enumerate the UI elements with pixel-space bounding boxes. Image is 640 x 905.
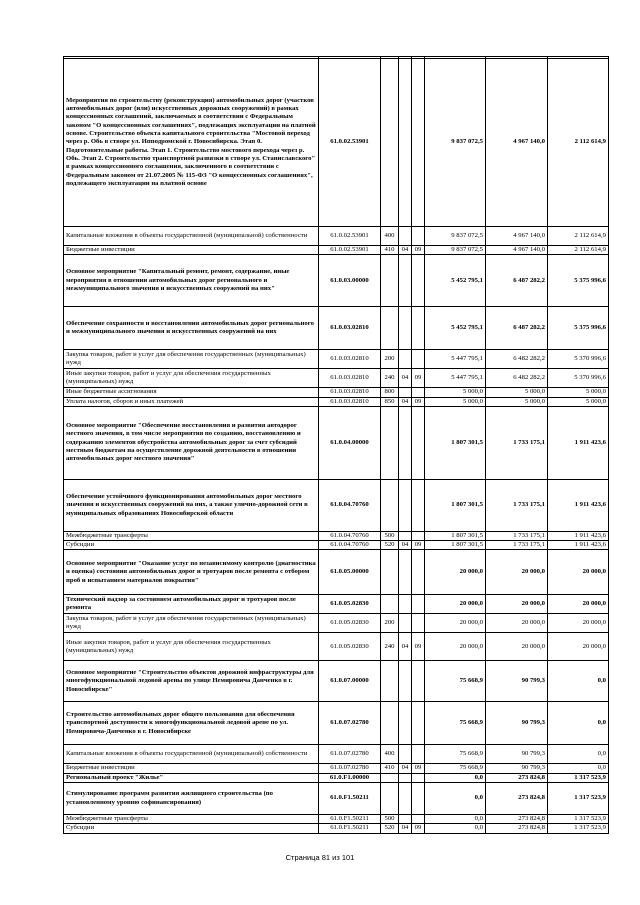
row-name: Иные закупки товаров, работ и услуг для обеспечения государственных (муниципальных) нужд	[64, 369, 319, 388]
amount-year-3: 1 911 423,6	[548, 531, 609, 540]
section	[399, 550, 412, 595]
section: 04	[399, 541, 412, 550]
target-code: 61.0.03.02810	[319, 369, 381, 388]
amount-year-1: 75 668,9	[425, 764, 486, 773]
target-code: 61.0.07.00000	[319, 661, 381, 702]
amount-year-2: 4 967 140,0	[486, 246, 548, 255]
amount-year-1: 1 807 301,5	[425, 406, 486, 479]
section: 04	[399, 397, 412, 406]
expense-type: 240	[381, 369, 399, 388]
amount-year-2: 90 799,3	[486, 764, 548, 773]
section	[399, 350, 412, 369]
target-code: 61.0.07.02780	[319, 745, 381, 764]
subsection	[412, 350, 425, 369]
row-name: Субсидии	[64, 824, 319, 833]
amount-year-1: 0,0	[425, 783, 486, 815]
table-row	[64, 595, 609, 614]
table-row	[64, 397, 609, 406]
page-footer: Страница 81 из 101	[285, 853, 355, 862]
section	[399, 745, 412, 764]
target-code: 61.0.F1.50211	[319, 815, 381, 824]
amount-year-3: 5 000,0	[548, 397, 609, 406]
row-name: Основное мероприятие "Капитальный ремонт, ремонт, содержание, иные мероприятия в отношении автомобильных дорог регионального и межмуниципального значения и искусственных сооружений на них"	[64, 255, 319, 307]
subsection	[412, 773, 425, 782]
target-code: 61.0.03.02810	[319, 307, 381, 350]
table-row	[64, 350, 609, 369]
amount-year-1: 20 000,0	[425, 595, 486, 614]
row-name: Закупка товаров, работ и услуг для обеспечения государственных (муниципальных) нужд	[64, 614, 319, 633]
target-code: 61.0.05.02830	[319, 633, 381, 661]
budget-table	[63, 56, 609, 834]
table-row	[64, 531, 609, 540]
table-row	[64, 815, 609, 824]
row-name: Основное мероприятие "Строительство объектов дорожной инфраструктуры для многофункциональной ледовой арены по улице Немировича Данченко в г. Новосибирске"	[64, 661, 319, 702]
amount-year-1: 1 807 301,5	[425, 541, 486, 550]
expense-type	[381, 550, 399, 595]
amount-year-1: 0,0	[425, 824, 486, 833]
row-name: Основное мероприятие "Обеспечение восстановления и развития автодорог местного значения, в том числе мероприятия по созданию, восстановлению и содержанию элементов обустройства автомобильных дорог за счет субсидий местным бюджетам на осуществление дорожной деятельности в отношении автомобильных дорог местного значения"	[64, 406, 319, 479]
amount-year-3: 1 317 523,9	[548, 824, 609, 833]
amount-year-3: 20 000,0	[548, 550, 609, 595]
table-row	[64, 255, 609, 307]
amount-year-3: 20 000,0	[548, 633, 609, 661]
expense-type: 850	[381, 397, 399, 406]
row-name: Бюджетные инвестиции	[64, 764, 319, 773]
expense-type	[381, 59, 399, 227]
section	[399, 614, 412, 633]
subsection	[412, 406, 425, 479]
expense-type	[381, 702, 399, 745]
section: 04	[399, 824, 412, 833]
row-name: Капитальные вложения в объекты государственной (муниципальной) собственности	[64, 227, 319, 246]
expense-type: 400	[381, 227, 399, 246]
row-name: Бюджетные инвестиции	[64, 246, 319, 255]
amount-year-1: 9 837 072,5	[425, 246, 486, 255]
amount-year-1: 1 807 301,5	[425, 531, 486, 540]
table-row	[64, 824, 609, 833]
expense-type: 520	[381, 824, 399, 833]
amount-year-1: 5 447 795,1	[425, 369, 486, 388]
amount-year-1: 0,0	[425, 815, 486, 824]
row-name: Иные бюджетные ассигнования	[64, 388, 319, 397]
amount-year-2: 1 733 175,1	[486, 406, 548, 479]
amount-year-2: 4 967 140,0	[486, 227, 548, 246]
expense-type: 200	[381, 350, 399, 369]
amount-year-2: 273 824,8	[486, 815, 548, 824]
subsection	[412, 531, 425, 540]
target-code: 61.0.07.02780	[319, 702, 381, 745]
section	[399, 59, 412, 227]
amount-year-1: 20 000,0	[425, 614, 486, 633]
amount-year-3: 0,0	[548, 745, 609, 764]
amount-year-1: 9 837 072,5	[425, 59, 486, 227]
amount-year-3: 1 911 423,6	[548, 406, 609, 479]
amount-year-1: 20 000,0	[425, 550, 486, 595]
amount-year-2: 6 482 282,2	[486, 369, 548, 388]
row-name: Иные закупки товаров, работ и услуг для обеспечения государственных (муниципальных) нужд	[64, 633, 319, 661]
amount-year-2: 1 733 175,1	[486, 531, 548, 540]
table-row	[64, 614, 609, 633]
amount-year-3: 20 000,0	[548, 614, 609, 633]
amount-year-1: 1 807 301,5	[425, 479, 486, 531]
target-code: 61.0.05.00000	[319, 550, 381, 595]
target-code: 61.0.02.53901	[319, 59, 381, 227]
expense-type: 500	[381, 815, 399, 824]
subsection: 09	[412, 764, 425, 773]
amount-year-3: 0,0	[548, 661, 609, 702]
expense-type: 500	[381, 531, 399, 540]
table-row	[64, 388, 609, 397]
subsection: 09	[412, 541, 425, 550]
section	[399, 702, 412, 745]
amount-year-2: 6 487 282,2	[486, 307, 548, 350]
section	[399, 783, 412, 815]
amount-year-2: 273 824,8	[486, 783, 548, 815]
subsection	[412, 702, 425, 745]
section	[399, 661, 412, 702]
subsection	[412, 595, 425, 614]
subsection: 09	[412, 633, 425, 661]
row-name: Обеспечение устойчивого функционирования автомобильных дорог местного значения и искусственных сооружений на них, а также улично-дорожной сети в муниципальных образованиях Новосибирской области	[64, 479, 319, 531]
target-code: 61.0.03.00000	[319, 255, 381, 307]
expense-type	[381, 773, 399, 782]
amount-year-2: 90 799,3	[486, 745, 548, 764]
expense-type	[381, 406, 399, 479]
row-name: Закупка товаров, работ и услуг для обеспечения государственных (муниципальных) нужд	[64, 350, 319, 369]
target-code: 61.0.04.70760	[319, 531, 381, 540]
expense-type: 520	[381, 541, 399, 550]
amount-year-2: 20 000,0	[486, 633, 548, 661]
amount-year-2: 1 733 175,1	[486, 479, 548, 531]
amount-year-3: 1 317 523,9	[548, 815, 609, 824]
amount-year-3: 2 112 614,9	[548, 59, 609, 227]
amount-year-2: 6 482 282,2	[486, 350, 548, 369]
amount-year-2: 90 799,3	[486, 702, 548, 745]
table-row	[64, 59, 609, 227]
expense-type	[381, 783, 399, 815]
target-code: 61.0.F1.50211	[319, 824, 381, 833]
subsection	[412, 815, 425, 824]
section	[399, 479, 412, 531]
section	[399, 388, 412, 397]
table-row	[64, 773, 609, 782]
amount-year-1: 20 000,0	[425, 633, 486, 661]
subsection: 09	[412, 246, 425, 255]
target-code: 61.0.04.70760	[319, 479, 381, 531]
amount-year-3: 5 370 996,6	[548, 369, 609, 388]
expense-type: 410	[381, 246, 399, 255]
amount-year-1: 5 452 795,1	[425, 307, 486, 350]
subsection	[412, 614, 425, 633]
section	[399, 227, 412, 246]
amount-year-1: 75 668,9	[425, 745, 486, 764]
amount-year-2: 90 799,3	[486, 661, 548, 702]
target-code: 61.0.02.53901	[319, 227, 381, 246]
subsection	[412, 745, 425, 764]
target-code: 61.0.03.02810	[319, 350, 381, 369]
amount-year-2: 20 000,0	[486, 614, 548, 633]
row-name: Межбюджетные трансферты	[64, 531, 319, 540]
amount-year-3: 5 370 996,6	[548, 350, 609, 369]
amount-year-1: 75 668,9	[425, 661, 486, 702]
subsection	[412, 479, 425, 531]
subsection	[412, 388, 425, 397]
amount-year-3: 5 375 996,6	[548, 255, 609, 307]
row-name: Уплата налогов, сборов и иных платежей	[64, 397, 319, 406]
section	[399, 773, 412, 782]
subsection: 09	[412, 369, 425, 388]
row-name: Региональный проект "Жилье"	[64, 773, 319, 782]
section	[399, 815, 412, 824]
amount-year-3: 1 911 423,6	[548, 541, 609, 550]
subsection	[412, 59, 425, 227]
table-row	[64, 661, 609, 702]
amount-year-2: 5 000,0	[486, 397, 548, 406]
amount-year-1: 5 447 795,1	[425, 350, 486, 369]
amount-year-1: 5 000,0	[425, 397, 486, 406]
table-row	[64, 479, 609, 531]
table-row	[64, 227, 609, 246]
amount-year-2: 20 000,0	[486, 595, 548, 614]
subsection	[412, 550, 425, 595]
amount-year-3: 2 112 614,9	[548, 227, 609, 246]
section: 04	[399, 764, 412, 773]
section	[399, 307, 412, 350]
section: 04	[399, 633, 412, 661]
subsection	[412, 227, 425, 246]
amount-year-3: 5 375 996,6	[548, 307, 609, 350]
amount-year-2: 273 824,8	[486, 773, 548, 782]
table-row	[64, 702, 609, 745]
amount-year-3: 5 000,0	[548, 388, 609, 397]
expense-type: 800	[381, 388, 399, 397]
subsection	[412, 307, 425, 350]
row-name: Межбюджетные трансферты	[64, 815, 319, 824]
amount-year-1: 5 000,0	[425, 388, 486, 397]
amount-year-3: 20 000,0	[548, 595, 609, 614]
amount-year-2: 6 487 282,2	[486, 255, 548, 307]
row-name: Технический надзор за состоянием автомобильных дорог и тротуаров после ремонта	[64, 595, 319, 614]
row-name: Стимулирование программ развития жилищного строительства (по установленному уровню софинансирования)	[64, 783, 319, 815]
table-row	[64, 783, 609, 815]
amount-year-3: 0,0	[548, 702, 609, 745]
amount-year-3: 2 112 614,9	[548, 246, 609, 255]
row-name: Строительство автомобильных дорог общего пользования для обеспечения транспортной доступности к многофункциональной ледовой арене по ул. Немировича-Данченко в г. Новосибирске	[64, 702, 319, 745]
amount-year-1: 5 452 795,1	[425, 255, 486, 307]
table-row	[64, 369, 609, 388]
target-code: 61.0.04.70760	[319, 541, 381, 550]
table-row	[64, 550, 609, 595]
table-row	[64, 246, 609, 255]
expense-type	[381, 595, 399, 614]
amount-year-1: 9 837 072,5	[425, 227, 486, 246]
row-name: Обеспечение сохранности и восстановления автомобильных дорог регионального и межмуниципального значения и искусственных сооружений на них	[64, 307, 319, 350]
target-code: 61.0.03.02810	[319, 388, 381, 397]
amount-year-2: 5 000,0	[486, 388, 548, 397]
row-name: Субсидии	[64, 541, 319, 550]
expense-type	[381, 255, 399, 307]
expense-type	[381, 307, 399, 350]
table-row	[64, 406, 609, 479]
target-code: 61.0.F1.00000	[319, 773, 381, 782]
section	[399, 531, 412, 540]
table-row	[64, 745, 609, 764]
section: 04	[399, 246, 412, 255]
section	[399, 255, 412, 307]
section: 04	[399, 369, 412, 388]
table-row	[64, 307, 609, 350]
row-name: Мероприятия по строительству (реконструкция) автомобильных дорог (участков автомобильных дорог (или) искусственных дорожных сооружений) в рамках концессионных соглашений, заключаемых в соответствии с Федеральным законом "О концессионных соглашениях", подлежащих эксплуатации на платной основе. Строительство объекта капитального строительства "Мостовой переход через р. Обь в створе ул. Ипподромской г. Новосибирска. Этап 0. Подготовительные работы. Этап 1. Строительство мостового перехода через р. Обь. Этап 2. Строительство транспортной развязки в створе ул. Станиславского" в рамках концессионного соглашения, заключенного в соответствии с Федеральным законом от 21.07.2005 № 115-ФЗ "О концессионных соглашениях", подлежащего эксплуатации на платной основе	[64, 59, 319, 227]
table-row	[64, 764, 609, 773]
expense-type: 240	[381, 633, 399, 661]
subsection: 09	[412, 824, 425, 833]
target-code: 61.0.07.02780	[319, 764, 381, 773]
target-code: 61.0.05.02830	[319, 595, 381, 614]
row-name: Основное мероприятие "Оказание услуг по независимому контролю (диагностика и оценка) состояния автомобильных дорог и тротуаров после ремонта с отбором проб и испытанием материалов покрытия"	[64, 550, 319, 595]
section	[399, 406, 412, 479]
expense-type: 400	[381, 745, 399, 764]
expense-type	[381, 661, 399, 702]
expense-type: 410	[381, 764, 399, 773]
table-row	[64, 541, 609, 550]
amount-year-3: 1 911 423,6	[548, 479, 609, 531]
amount-year-1: 75 668,9	[425, 702, 486, 745]
target-code: 61.0.04.00000	[319, 406, 381, 479]
target-code: 61.0.F1.50211	[319, 783, 381, 815]
subsection: 09	[412, 397, 425, 406]
expense-type: 200	[381, 614, 399, 633]
row-name: Капитальные вложения в объекты государственной (муниципальной) собственности	[64, 745, 319, 764]
target-code: 61.0.05.02830	[319, 614, 381, 633]
expense-type	[381, 479, 399, 531]
subsection	[412, 661, 425, 702]
amount-year-2: 1 733 175,1	[486, 541, 548, 550]
subsection	[412, 783, 425, 815]
target-code: 61.0.03.02810	[319, 397, 381, 406]
subsection	[412, 255, 425, 307]
amount-year-2: 273 824,8	[486, 824, 548, 833]
amount-year-2: 4 967 140,0	[486, 59, 548, 227]
amount-year-1: 0,0	[425, 773, 486, 782]
section	[399, 595, 412, 614]
table-row	[64, 633, 609, 661]
budget-table-body	[64, 57, 609, 834]
amount-year-3: 0,0	[548, 764, 609, 773]
amount-year-3: 1 317 523,9	[548, 783, 609, 815]
amount-year-3: 1 317 523,9	[548, 773, 609, 782]
target-code: 61.0.02.53901	[319, 246, 381, 255]
amount-year-2: 20 000,0	[486, 550, 548, 595]
